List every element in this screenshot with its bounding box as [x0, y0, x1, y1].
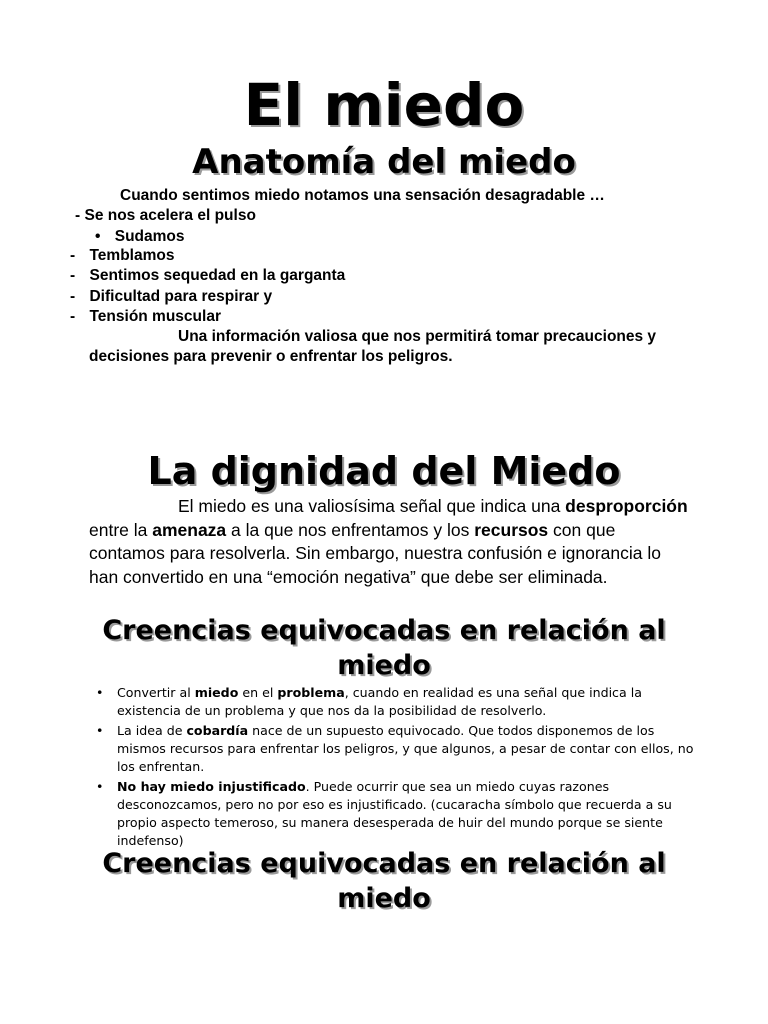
item-text: en el [238, 685, 278, 700]
bullet: • [96, 779, 104, 794]
item-keyword: miedo [194, 685, 239, 700]
list-marker: - [70, 267, 76, 284]
item-keyword: cobardía [186, 723, 249, 738]
section-title-dignity: La dignidad del Miedo [147, 449, 621, 493]
anatomy-closing-line: Una información valiosa que nos permitirá tomar precauciones y [178, 328, 657, 345]
list-item-text: Sudamos [114, 228, 185, 245]
creencias-list-item [96, 778, 696, 850]
item-text: . Puede ocurrir que sea un miedo cuyas razones desconozcamos, pero no por eso es injustificado. (cucaracha símbolo que recuerda a su propio aspecto temeroso, su manera desesperada de huir del mundo porque se siente indefenso) [117, 779, 672, 848]
dignity-text: a la que nos enfrentamos y los [226, 519, 475, 540]
list-item-text: Dificultad para respirar y [89, 288, 273, 305]
bullet: • [96, 685, 104, 700]
anatomy-intro: Cuando sentimos miedo notamos una sensación desagradable … [120, 187, 605, 204]
page-title: El miedo [243, 71, 525, 139]
section-title-creencias: Creencias equivocadas en relación al miedo [102, 615, 666, 681]
dignity-text: entre la [89, 519, 153, 540]
list-item-text: Tensión muscular [89, 308, 221, 325]
list-marker: - [70, 288, 76, 305]
list-item-text: Se nos acelera el pulso [84, 207, 256, 224]
dignity-text: con que contamos para resolverla. Sin embargo, nuestra confusión e ignorancia lo han convertido en una “emoción negativa” que debe ser eliminada. [89, 519, 661, 587]
item-keyword: problema [277, 685, 345, 700]
anatomy-list-item [70, 266, 345, 286]
item-text: La idea de [117, 723, 187, 738]
anatomy-list-item [95, 227, 185, 247]
creencias-list-item [96, 684, 696, 720]
keyword-desproporcion: desproporción [565, 496, 688, 516]
list-item-text: Sentimos sequedad en la garganta [89, 267, 346, 284]
anatomy-list-item [75, 206, 256, 226]
item-text: , cuando en realidad es una señal que indica la existencia de un problema y que nos da la posibilidad de resolverlo. [117, 685, 642, 718]
anatomy-closing-line: decisiones para prevenir o enfrentar los peligros. [89, 348, 453, 365]
list-marker: - [70, 247, 76, 264]
keyword-recursos: recursos [474, 519, 549, 540]
section-title-creencias-repeat: Creencias equivocadas en relación al miedo [102, 848, 666, 914]
bullet: • [96, 723, 104, 738]
list-item-text: Temblamos [89, 247, 175, 264]
item-keyword: No hay miedo injustificado [117, 779, 306, 794]
dignity-text: El miedo es una valiosísima señal que indica una [178, 496, 566, 516]
item-text: Convertir al [117, 685, 195, 700]
list-marker: - [75, 207, 81, 224]
list-marker: • [95, 228, 101, 245]
anatomy-list-item [70, 307, 221, 327]
anatomy-list-item [70, 287, 272, 307]
creencias-list-item [96, 722, 696, 776]
list-marker: - [70, 308, 76, 325]
creencias-list [96, 684, 696, 852]
anatomy-list-item [70, 246, 174, 266]
dignity-paragraph [89, 495, 689, 589]
item-text: nace de un supuesto equivocado. Que todos disponemos de los mismos recursos para enfrentar los peligros, y que algunos, a pesar de contar con ellos, no los enfrentan. [117, 723, 694, 774]
section-title-anatomy: Anatomía del miedo [192, 142, 576, 182]
keyword-amenaza: amenaza [152, 519, 227, 540]
